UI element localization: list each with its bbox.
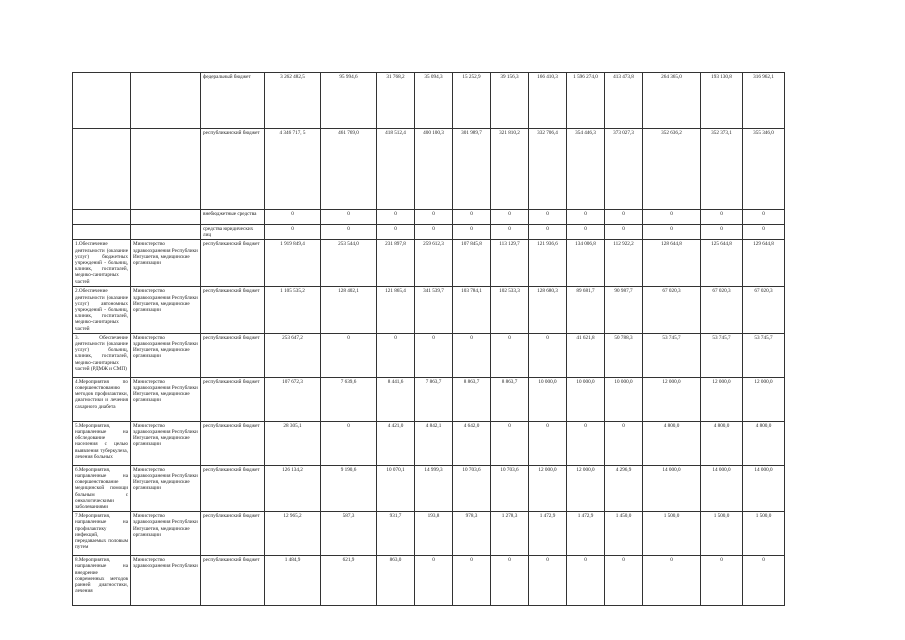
value-cell: 264 365,0 [643,73,701,129]
value-cell: 0 [377,225,415,240]
value-cell: 0 [743,210,785,225]
measure-cell: 8.Мероприятия, направленные на внедрение современных методов ранней диагностики, лечения [73,556,131,606]
value-cell: 978,3 [453,512,491,556]
value-cell: 7 639,6 [321,377,377,421]
value-cell: 103 784,1 [453,287,491,333]
value-cell: 0 [643,225,701,240]
value-cell: 102 533,3 [491,287,529,333]
value-cell: 355 346,0 [743,129,785,210]
table-row [73,465,785,511]
value-cell: 341 539,7 [415,287,453,333]
value-cell: 12 965,2 [265,512,321,556]
funding-source-cell: внебюджетные средства [201,210,265,225]
executor-cell: Министерство здравоохранения Республики Ингушетия, медицинские организации [131,421,201,465]
value-cell: 41 621,8 [567,333,605,377]
value-cell: 0 [529,333,567,377]
value-cell: 1 484,9 [265,556,321,606]
value-cell: 0 [529,210,567,225]
value-cell: 0 [701,225,743,240]
table-row [73,73,785,129]
value-cell: 253 544,0 [321,240,377,287]
value-cell: 166 410,3 [529,73,567,129]
funding-source-cell: средства юридических лиц [201,225,265,240]
funding-source-cell: республиканский бюджет [201,465,265,511]
budget-table [72,72,785,606]
value-cell: 128 644,8 [643,240,701,287]
value-cell: 4 800,0 [643,421,701,465]
value-cell: 1 919 849,4 [265,240,321,287]
value-cell: 4 421,0 [377,421,415,465]
value-cell: 126 134,2 [265,465,321,511]
value-cell: 0 [491,210,529,225]
value-cell: 125 644,8 [701,240,743,287]
value-cell: 461 769,0 [321,129,377,210]
value-cell: 90 987,7 [605,287,643,333]
value-cell: 8 863,7 [491,377,529,421]
value-cell: 7 863,7 [415,377,453,421]
table-row [73,377,785,421]
value-cell: 193 130,8 [701,73,743,129]
value-cell: 0 [453,210,491,225]
value-cell: 321 810,2 [491,129,529,210]
value-cell: 0 [529,225,567,240]
measure-cell [73,225,131,240]
value-cell: 50 788,3 [605,333,643,377]
measure-cell [73,129,131,210]
value-cell: 0 [567,210,605,225]
value-cell: 0 [605,556,643,606]
value-cell: 95 994,6 [321,73,377,129]
value-cell: 0 [415,210,453,225]
value-cell: 9 190,6 [321,465,377,511]
value-cell: 352 373,1 [701,129,743,210]
value-cell: 373 027,3 [605,129,643,210]
funding-source-cell: федеральный бюджет [201,73,265,129]
value-cell: 231 897,8 [377,240,415,287]
funding-source-cell: республиканский бюджет [201,129,265,210]
value-cell: 1 105 535,2 [265,287,321,333]
table-body [73,73,785,606]
measure-cell: 5.Мероприятия, направленные на обследование населения с целью выявления туберкулеза, лечения больных [73,421,131,465]
value-cell: 0 [415,225,453,240]
funding-source-cell: республиканский бюджет [201,333,265,377]
value-cell: 128 680,3 [529,287,567,333]
value-cell: 12 000,0 [743,377,785,421]
value-cell: 0 [743,225,785,240]
value-cell: 134 006,8 [567,240,605,287]
funding-source-cell: республиканский бюджет [201,377,265,421]
value-cell: 1 472,9 [529,512,567,556]
executor-cell: Министерство здравоохранения Республики Ингушетия, медицинские организации [131,240,201,287]
value-cell: 301 989,7 [453,129,491,210]
value-cell: 0 [453,225,491,240]
value-cell: 1 500,0 [643,512,701,556]
table-row [73,333,785,377]
executor-cell [131,210,201,225]
value-cell: 253 647,2 [265,333,321,377]
value-cell: 31 768,2 [377,73,415,129]
value-cell: 10 703,6 [453,465,491,511]
value-cell: 1 500,0 [743,512,785,556]
value-cell: 121 936,6 [529,240,567,287]
value-cell: 12 000,0 [567,465,605,511]
value-cell: 4 642,0 [453,421,491,465]
value-cell: 0 [491,556,529,606]
value-cell: 107 845,8 [453,240,491,287]
executor-cell: Министерство здравоохранения Республики [131,556,201,606]
value-cell: 413 473,8 [605,73,643,129]
measure-cell: 1.Обеспечение деятельности (оказание услуг) бюджетных учреждений - больниц, клиник, госпиталей, медико-санитарных частей [73,240,131,287]
value-cell: 15 252,9 [453,73,491,129]
value-cell: 12 000,0 [701,377,743,421]
value-cell: 0 [701,556,743,606]
value-cell: 4 800,0 [743,421,785,465]
table-row [73,129,785,210]
funding-source-cell: республиканский бюджет [201,240,265,287]
value-cell: 3 262 482,5 [265,73,321,129]
executor-cell [131,225,201,240]
value-cell: 12 000,0 [529,465,567,511]
value-cell: 0 [377,210,415,225]
value-cell: 1 500,0 [701,512,743,556]
funding-source-cell: республиканский бюджет [201,421,265,465]
measure-cell: 6.Мероприятия, направленные на совершенствование медицинской помощи больным с онкологическими заболеваниями [73,465,131,511]
value-cell: 113 129,7 [491,240,529,287]
value-cell: 112 922,2 [605,240,643,287]
value-cell: 193,8 [415,512,453,556]
value-cell: 0 [491,421,529,465]
value-cell: 0 [377,333,415,377]
value-cell: 352 636,2 [643,129,701,210]
value-cell: 0 [321,421,377,465]
value-cell: 4 800,0 [701,421,743,465]
executor-cell: Министерство здравоохранения Республики Ингушетия, медицинские организации [131,287,201,333]
table-row [73,421,785,465]
value-cell: 931,7 [377,512,415,556]
value-cell: 400 100,3 [415,129,453,210]
value-cell: 0 [529,556,567,606]
measure-cell: 4.Мероприятия по совершенствованию методов профилактики, диагностики и лечения сахарного диабета [73,377,131,421]
measure-cell: 2.Обеспечение деятельности (оказание услуг) автономных учреждений - больниц, клиник, госпиталей, медико-санитарных частей [73,287,131,333]
funding-source-cell: республиканский бюджет [201,556,265,606]
value-cell: 0 [321,333,377,377]
value-cell: 128 402,1 [321,287,377,333]
executor-cell [131,129,201,210]
value-cell: 0 [643,556,701,606]
value-cell: 14 000,0 [643,465,701,511]
value-cell: 67 020,3 [643,287,701,333]
value-cell: 0 [567,556,605,606]
value-cell: 53 745,7 [743,333,785,377]
value-cell: 0 [453,333,491,377]
executor-cell [131,73,201,129]
executor-cell: Министерство здравоохранения Республики Ингушетия, медицинские организации [131,465,201,511]
table-row [73,240,785,287]
value-cell: 332 706,4 [529,129,567,210]
value-cell: 0 [605,421,643,465]
value-cell: 14 000,0 [701,465,743,511]
table-row [73,287,785,333]
value-cell: 418 512,4 [377,129,415,210]
measure-cell [73,210,131,225]
value-cell: 12 000,0 [643,377,701,421]
value-cell: 0 [529,421,567,465]
value-cell: 28 305,1 [265,421,321,465]
value-cell: 10 070,1 [377,465,415,511]
value-cell: 14 999,3 [415,465,453,511]
executor-cell: Министерство здравоохранения Республики Ингушетия, медицинские организации [131,377,201,421]
value-cell: 1 450,0 [605,512,643,556]
value-cell: 53 745,7 [701,333,743,377]
table-row [73,512,785,556]
value-cell: 8 441,6 [377,377,415,421]
value-cell: 35 094,3 [415,73,453,129]
value-cell: 0 [701,210,743,225]
measure-cell: 7.Мероприятия, направленные на профилактику инфекций, передаваемых половым путем [73,512,131,556]
value-cell: 0 [265,225,321,240]
value-cell: 129 644,8 [743,240,785,287]
value-cell: 0 [415,556,453,606]
value-cell: 1 278,3 [491,512,529,556]
value-cell: 4 842,1 [415,421,453,465]
table-row [73,556,785,606]
value-cell: 0 [567,421,605,465]
value-cell: 39 156,3 [491,73,529,129]
measure-cell: 3. Обеспечение деятельности (оказание услуг) больниц, клиник, госпиталей, медико-санитарных частей (РДМЖ и СМП) [73,333,131,377]
value-cell: 1 596 274,0 [567,73,605,129]
value-cell: 10 000,0 [529,377,567,421]
value-cell: 53 745,7 [643,333,701,377]
value-cell: 0 [605,210,643,225]
value-cell: 316 962,1 [743,73,785,129]
value-cell: 0 [453,556,491,606]
value-cell: 863,0 [377,556,415,606]
executor-cell: Министерство здравоохранения Республики Ингушетия, медицинские организации [131,512,201,556]
value-cell: 354 446,3 [567,129,605,210]
value-cell: 10 000,0 [605,377,643,421]
value-cell: 0 [491,333,529,377]
value-cell: 1 472,9 [567,512,605,556]
value-cell: 0 [321,210,377,225]
value-cell: 8 863,7 [453,377,491,421]
value-cell: 67 020,3 [701,287,743,333]
value-cell: 0 [743,556,785,606]
value-cell: 10 000,0 [567,377,605,421]
value-cell: 4 346 717, 5 [265,129,321,210]
funding-source-cell: республиканский бюджет [201,512,265,556]
table-row [73,210,785,225]
table-row [73,225,785,240]
value-cell: 10 703,6 [491,465,529,511]
value-cell: 587,3 [321,512,377,556]
value-cell: 0 [567,225,605,240]
executor-cell: Министерство здравоохранения Республики Ингушетия, медицинские организации [131,333,201,377]
value-cell: 621,9 [321,556,377,606]
value-cell: 121 865,4 [377,287,415,333]
value-cell: 67 020,3 [743,287,785,333]
measure-cell [73,73,131,129]
value-cell: 14 000,0 [743,465,785,511]
value-cell: 89 681,7 [567,287,605,333]
value-cell: 0 [321,225,377,240]
value-cell: 259 612,3 [415,240,453,287]
funding-source-cell: республиканский бюджет [201,287,265,333]
value-cell: 0 [643,210,701,225]
value-cell: 0 [415,333,453,377]
value-cell: 107 672,3 [265,377,321,421]
value-cell: 0 [491,225,529,240]
value-cell: 0 [265,210,321,225]
value-cell: 4 296,9 [605,465,643,511]
value-cell: 0 [605,225,643,240]
